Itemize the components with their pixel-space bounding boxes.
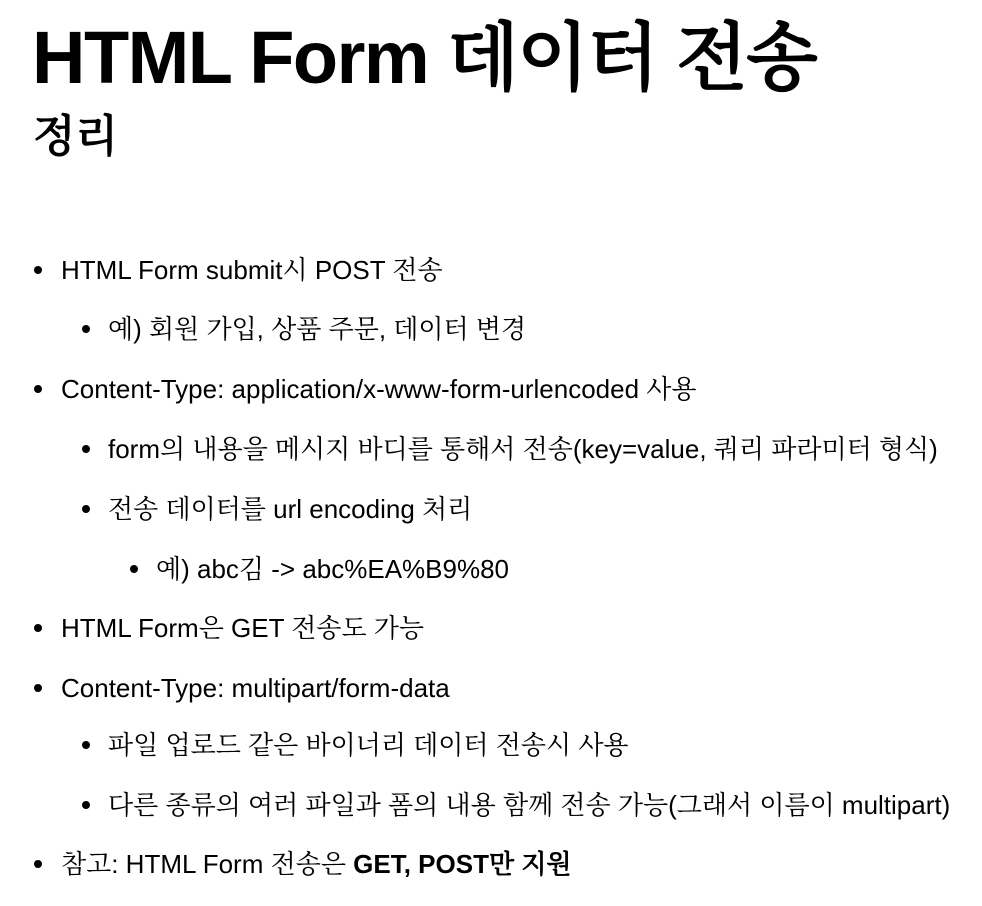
list-item-text xyxy=(61,846,572,882)
bullet-icon xyxy=(82,445,90,453)
note-emphasis: GET, POST만 지원 xyxy=(353,849,572,879)
list-item-text: Content-Type: multipart/form-data xyxy=(61,673,450,703)
bullet-icon xyxy=(34,266,42,274)
list-item-text: 다른 종류의 여러 파일과 폼의 내용 함께 전송 가능(그래서 이름이 multipart) xyxy=(108,790,951,820)
bullet-icon xyxy=(34,860,42,868)
list-item-text: 전송 데이터를 url encoding 처리 xyxy=(108,494,473,524)
list-item-text: 예) abc김 -> abc%EA%B9%80 xyxy=(156,554,510,584)
list-item-text: form의 내용을 메시지 바디를 통해서 전송(key=value, 쿼리 파라미터 형식) xyxy=(108,434,938,464)
list-item-text: Content-Type: application/x-www-form-urlencoded 사용 xyxy=(61,374,697,404)
bullet-icon xyxy=(130,565,138,573)
bullet-icon xyxy=(34,385,42,393)
note-prefix: 참고: HTML Form 전송은 xyxy=(61,849,354,879)
page-title: HTML Form 데이터 전송 xyxy=(32,16,817,99)
list-item-text: 파일 업로드 같은 바이너리 데이터 전송시 사용 xyxy=(108,730,629,760)
bullet-icon xyxy=(34,684,42,692)
list-item-text: 예) 회원 가입, 상품 주문, 데이터 변경 xyxy=(108,314,527,344)
bullet-icon xyxy=(82,325,90,333)
bullet-icon xyxy=(82,801,90,809)
bullet-icon xyxy=(82,505,90,513)
bullet-icon xyxy=(34,624,42,632)
list-item-text: HTML Form submit시 POST 전송 xyxy=(61,255,443,285)
list-item-text: HTML Form은 GET 전송도 가능 xyxy=(61,613,425,643)
bullet-icon xyxy=(82,741,90,749)
section-subtitle: 정리 xyxy=(33,112,119,161)
